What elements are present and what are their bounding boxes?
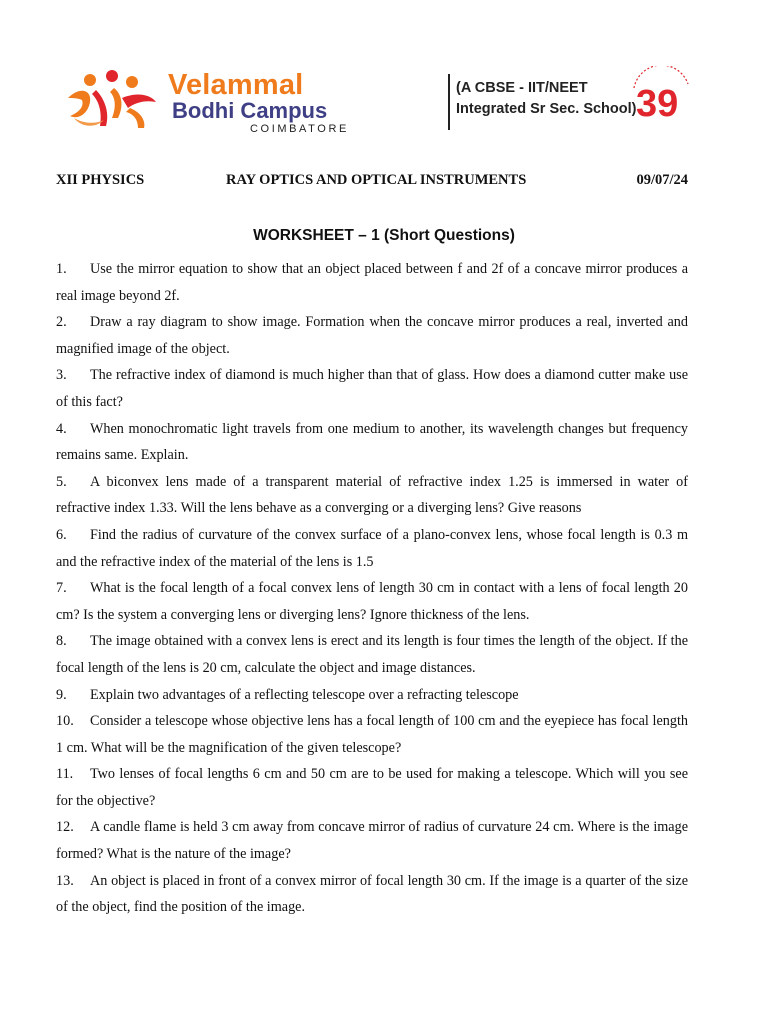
question-text: Explain two advantages of a reflecting telescope over a refracting telescope [90,686,519,703]
question-number: 7. [56,580,67,597]
question-number: 6. [56,526,67,543]
question-text: Use the mirror equation to show that an object placed between f and 2f of a concave mirror produces a real image beyond 2f. [56,261,688,304]
question-number: 5. [56,473,67,490]
school-affiliation [456,78,637,120]
question-text: When monochromatic light travels from one medium to another, its wavelength changes but frequency remains same. Explain. [56,420,688,464]
question-number: 2. [56,314,67,331]
school-header [60,66,720,136]
question-number: 1. [56,261,67,277]
school-brand [168,70,443,136]
question-item [56,761,688,814]
header-divider [448,74,450,130]
question-number: 8. [56,633,67,650]
question-text: Two lenses of focal lengths 6 cm and 50 cm are to be used for making a telescope. Which will you see for the objective? [56,766,688,809]
affiliation-line-1: (A CBSE - IIT/NEET [456,80,588,96]
worksheet-date: 09/07/24 [636,172,688,188]
question-item [56,708,688,761]
badge-number: 39 [636,83,679,125]
question-item [56,469,688,522]
question-number: 4. [56,420,67,437]
question-item [56,868,688,921]
question-text: An object is placed in front of a convex mirror of focal length 30 cm. If the image is a quarter of the size of the object, find the position of the image. [56,872,688,916]
brand-campus: Bodhi Campus [172,98,328,123]
question-item [56,682,688,709]
question-item [56,256,688,309]
question-text: The image obtained with a convex lens is erect and its length is four times the length of the object. If the focal length of the lens is 20 cm, calculate the object and image distances. [56,633,688,676]
school-logo-icon [60,68,160,132]
question-text: Find the radius of curvature of the convex surface of a plano-convex lens, whose focal length is 0.3 m and the refractive index of the material of the lens is 1.5 [56,526,688,570]
question-item [56,362,688,415]
question-text: A candle flame is held 3 cm away from concave mirror of radius of curvature 24 cm. Where is the image formed? What is the nature of the image? [56,819,688,863]
brand-city: COIMBATORE [250,123,349,135]
question-text: Consider a telescope whose objective lens has a focal length of 100 cm and the eyepiece has focal length 1 cm. What will be the magnification of the given telescope? [56,713,688,756]
worksheet-title: WORKSHEET – 1 (Short Questions) [253,227,515,244]
question-number: 12. [56,819,74,836]
question-list [56,256,688,921]
question-item [56,575,688,628]
question-item [56,628,688,681]
question-text: Draw a ray diagram to show image. Formation when the concave mirror produces a real, inverted and magnified image of the object. [56,314,688,357]
question-number: 13. [56,872,74,889]
affiliation-line-2: Integrated Sr Sec. School) [456,101,637,117]
worksheet-info-row [56,172,688,192]
question-number: 3. [56,367,67,384]
anniversary-badge-icon [628,66,694,128]
question-number: 10. [56,713,74,730]
question-text: The refractive index of diamond is much higher than that of glass. How does a diamond cutter make use of this fact? [56,367,688,410]
question-item [56,309,688,362]
subject-label: XII PHYSICS [56,172,145,188]
question-item [56,416,688,469]
brand-name: Velammal [168,69,304,101]
question-item [56,522,688,575]
chapter-title: RAY OPTICS AND OPTICAL INSTRUMENTS [226,172,527,188]
question-number: 11. [56,766,74,783]
question-item [56,814,688,867]
question-number: 9. [56,686,67,703]
question-text: A biconvex lens made of a transparent material of refractive index 1.25 is immersed in water of refractive index 1.33. Will the lens behave as a converging or a diverging lens? Give reasons [56,473,688,517]
question-text: What is the focal length of a focal convex lens of length 30 cm in contact with a lens of focal length 20 cm? Is the system a converging lens or diverging lens? Ignore thickness of the lens. [56,580,688,623]
